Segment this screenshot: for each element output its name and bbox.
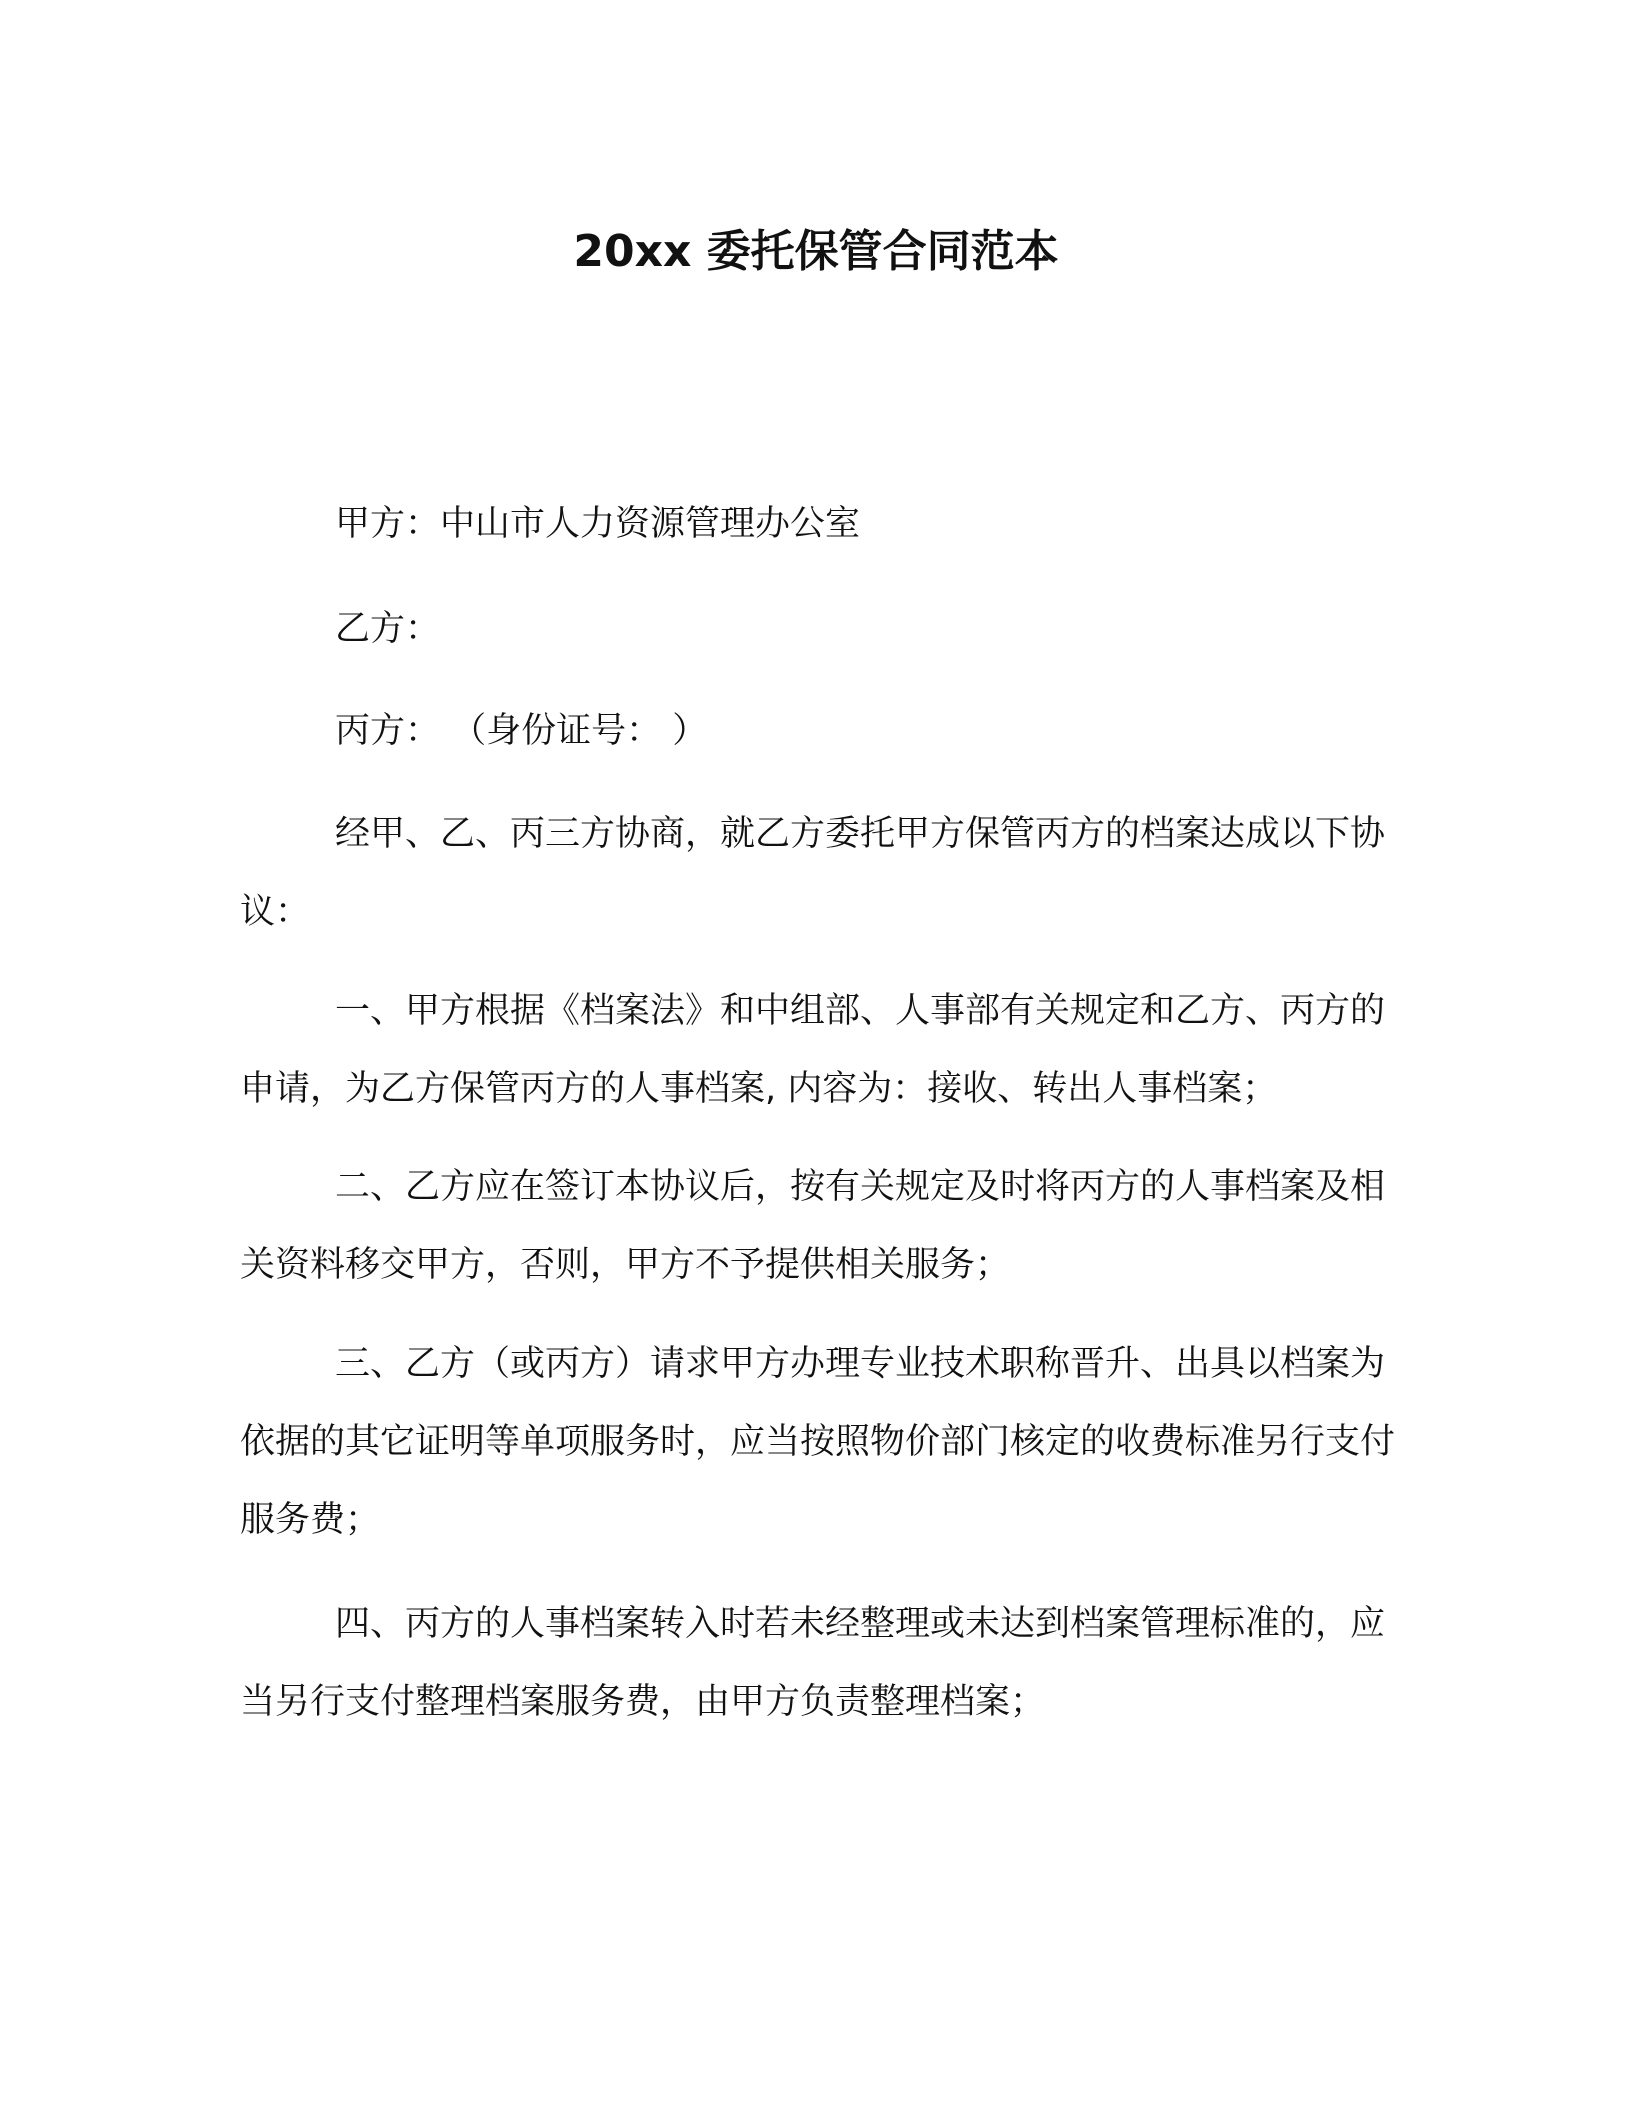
party-a-line: 甲方：中山市人力资源管理办公室	[335, 504, 861, 544]
clause-2-paragraph: 二、乙方应在签订本协议后，按有关规定及时将丙方的人事档案及相关资料移交甲方，否则，甲方不予提供相关服务；	[240, 1167, 1386, 1285]
intro-paragraph: 经甲、乙、丙三方协商，就乙方委托甲方保管丙方的档案达成以下协议：	[240, 814, 1386, 932]
clause-4-paragraph: 四、丙方的人事档案转入时若未经整理或未达到档案管理标准的，应当另行支付整理档案服务费，由甲方负责整理档案；	[240, 1604, 1386, 1722]
party-b-line: 乙方：	[335, 609, 441, 649]
party-c-line: 丙方： （身份证号： ）	[335, 711, 708, 751]
clause-1-paragraph: 一、甲方根据《档案法》和中组部、人事部有关规定和乙方、丙方的申请，为乙方保管丙方的人事档案, 内容为：接收、转出人事档案；	[240, 991, 1386, 1109]
document-title: 20xx 委托保管合同范本	[573, 226, 1059, 277]
clause-3-paragraph: 三、乙方（或丙方）请求甲方办理专业技术职称晋升、出具以档案为依据的其它证明等单项服务时，应当按照物价部门核定的收费标准另行支付服务费；	[240, 1344, 1396, 1540]
